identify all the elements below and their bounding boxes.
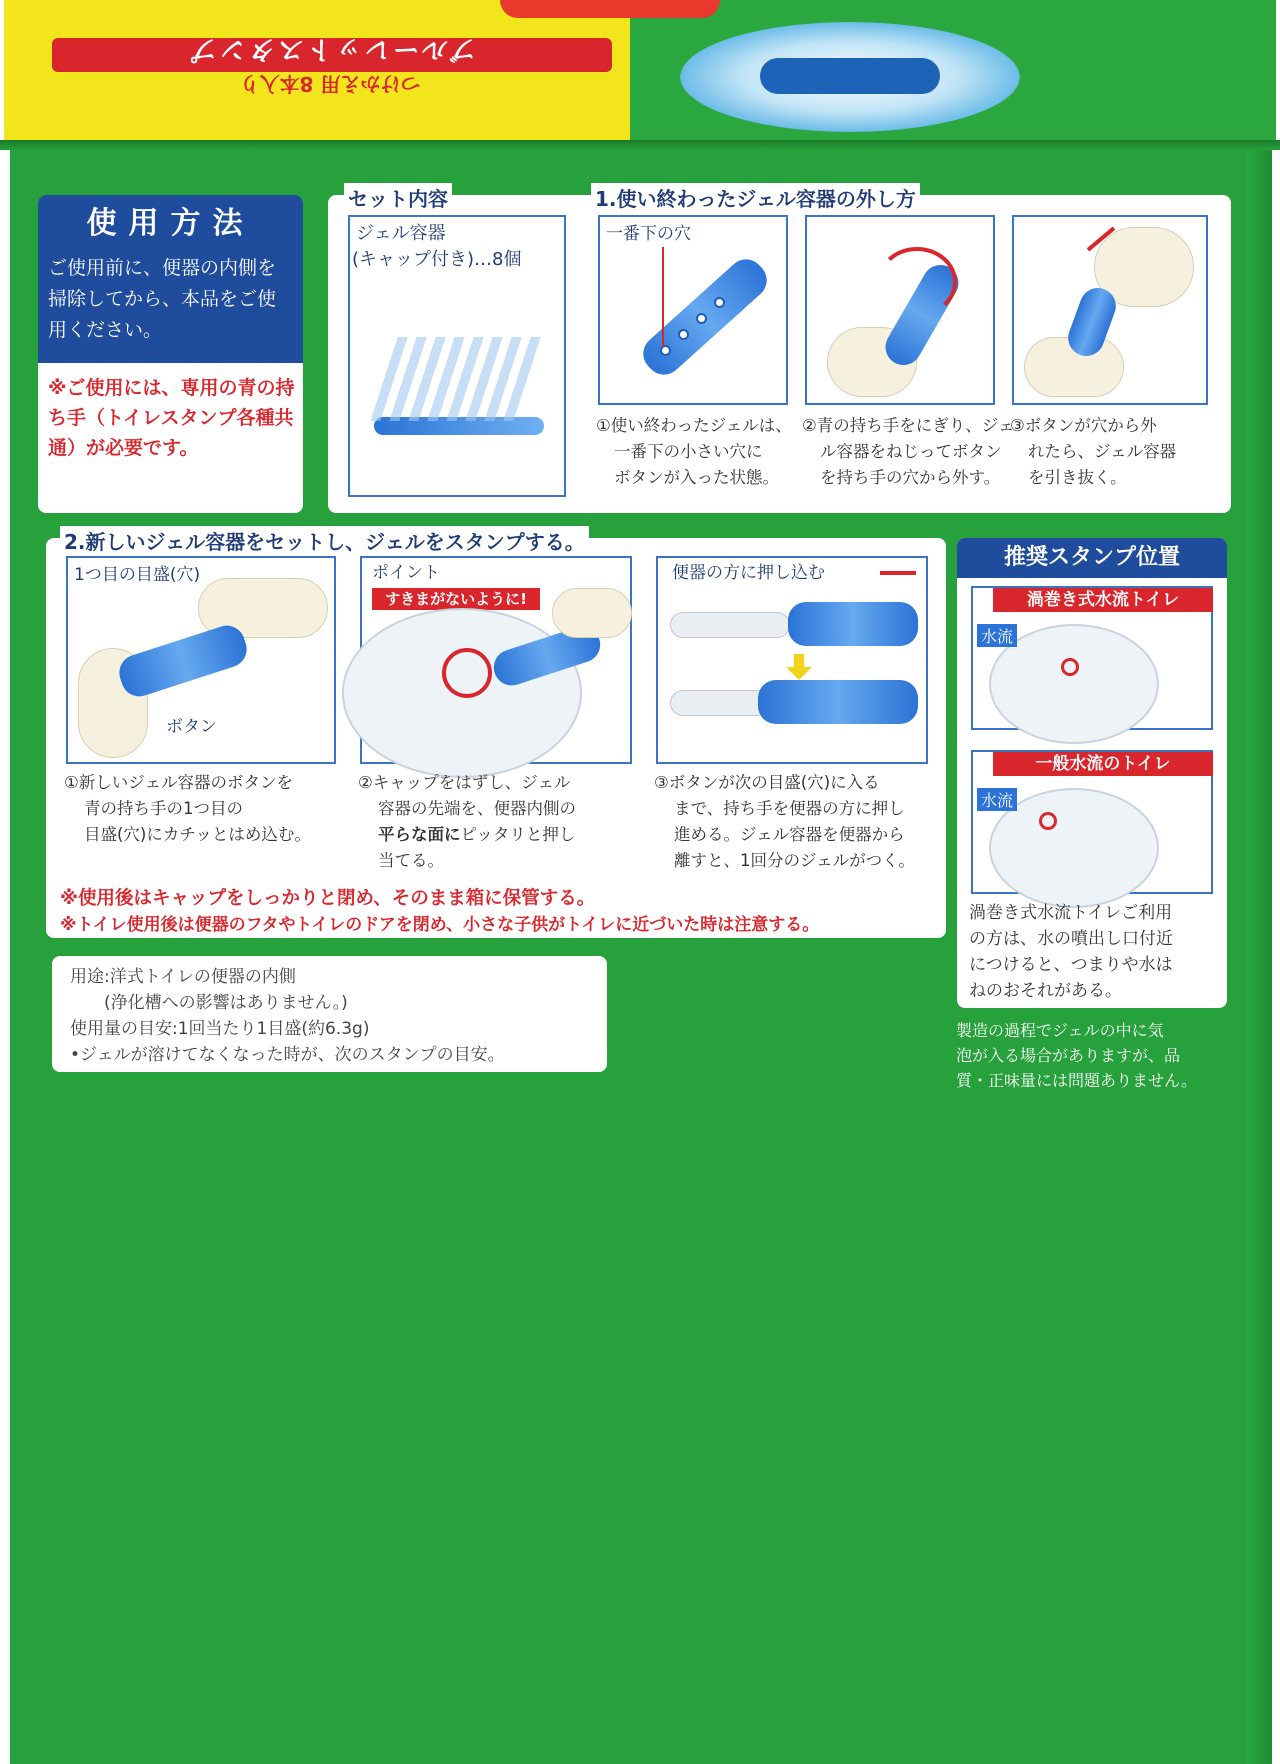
set-item-line2: (キャップ付き)…8個	[352, 249, 522, 270]
gel-containers-illustration	[374, 337, 544, 457]
contact-ring	[442, 648, 492, 698]
flow-label: 水流	[977, 788, 1017, 811]
caption-line: 容器の先端を、便器内側の	[378, 799, 576, 818]
caption-line: 進める。ジェル容器を便器から	[674, 825, 905, 844]
caption-line: 青の持ち手の1つ目の	[84, 799, 243, 818]
product-logo-graphic	[760, 58, 940, 94]
hole-marker	[678, 329, 689, 340]
count-label-upside-down: つけかえ用 8本入り	[239, 72, 421, 96]
usage-septic-note: (浄化槽への影響はありません。)	[104, 993, 348, 1013]
caption-line: 一番下の小さい穴に	[614, 442, 763, 461]
caption-line: ②キャップをはずし、ジェル	[358, 773, 571, 792]
standard-toilet-label: 一般水流のトイレ	[993, 752, 1213, 776]
usage-amount: 使用量の目安:1回当たり1目盛(約6.3g)	[70, 1019, 370, 1039]
gel-rod	[670, 612, 790, 638]
gel-container	[115, 621, 252, 701]
hole-marker	[714, 297, 725, 308]
removal-step-1	[596, 413, 792, 491]
warning-storage: ※使用後はキャップをしっかりと閉め、そのまま箱に保管する。	[60, 888, 596, 909]
warning-children: ※トイレ使用後は便器のフタやトイレのドアを閉め、小さな子供がトイレに近づいた時は注意する。	[60, 915, 820, 935]
usage-purpose: 用途:洋式トイレの便器の内側	[70, 967, 296, 987]
howto-intro: ご使用前に、便器の内側を掃除してから、本品をご使用ください。	[38, 253, 303, 363]
set-contents-heading: セット内容	[344, 183, 452, 212]
caption-line: 渦巻き式水流トイレご利用	[969, 903, 1173, 923]
recommended-position-panel	[957, 538, 1227, 1008]
caption-line: ③ボタンが穴から外	[1010, 416, 1157, 435]
caption-line: ①新しいジェル容器のボタンを	[64, 773, 293, 792]
caption-line: ③ボタンが次の目盛(穴)に入る	[654, 773, 880, 792]
set-item-line1: ジェル容器	[356, 223, 446, 244]
stamp-step-2	[358, 770, 576, 874]
bubble-note	[956, 1018, 1197, 1093]
usage-panel	[52, 956, 607, 1072]
brand-name-upside-down: ブルーレットスタンプ	[188, 34, 476, 64]
pointer-line	[662, 247, 664, 347]
caption-line: を持ち手の穴から外す。	[820, 468, 1001, 487]
removal-section	[328, 187, 1231, 513]
hole-marker	[696, 313, 707, 324]
removal-illustration-1	[598, 215, 788, 405]
gel-rod	[670, 690, 770, 716]
howto-note: ※ご使用には、専用の青の持ち手（トイレスタンプ各種共通）が必要です。	[48, 377, 295, 459]
hand-graphic	[552, 588, 632, 638]
swirl-toilet-label: 渦巻き式水流トイレ	[993, 588, 1213, 612]
caption-line: を引き抜く。	[1028, 468, 1127, 487]
removal-heading: 1.使い終わったジェル容器の外し方	[591, 183, 920, 212]
caption-line: 当てる。	[378, 851, 444, 870]
stamp-illustration-2	[360, 556, 632, 764]
no-gap-banner: すきまがないように!	[372, 588, 540, 610]
note-line: 泡が入る場合がありますが、品	[956, 1046, 1181, 1065]
caption-line: 離すと、1回分のジェルがつく。	[674, 851, 915, 870]
recommended-title: 推奨スタンプ位置	[957, 538, 1227, 578]
swirl-toilet-illustration	[971, 586, 1213, 730]
caption-line: ②青の持ち手をにぎり、ジェ	[802, 416, 1015, 435]
point-label: ポイント	[372, 563, 440, 583]
stamp-heading: 2.新しいジェル容器をセットし、ジェルをスタンプする。	[60, 526, 589, 555]
howto-panel	[38, 195, 303, 513]
standard-toilet-illustration	[971, 750, 1213, 894]
stamp-illustration-1	[66, 556, 336, 764]
push-arrow	[880, 571, 916, 575]
caption-line: まで、持ち手を便器の方に押し	[674, 799, 905, 818]
brand-logo-fragment	[500, 0, 720, 18]
caption-line: ①使い終わったジェルは、	[596, 416, 792, 435]
stamp-position-marker	[1061, 658, 1079, 676]
stamp-position-marker	[1039, 812, 1057, 830]
gel-container	[758, 680, 918, 724]
push-label: 便器の方に押し込む	[672, 563, 825, 583]
twist-arrow	[877, 247, 957, 317]
removal-step-3	[1010, 413, 1176, 491]
stamp-step-1	[64, 770, 311, 848]
note-line: 製造の過程でジェルの中に気	[956, 1021, 1164, 1040]
caption-line: の方は、水の噴出し口付近	[969, 929, 1173, 949]
removal-illustration-2	[805, 215, 995, 405]
howto-title: 使用方法	[38, 195, 303, 253]
usage-timing: •ジェルが溶けてなくなった時が、次のスタンプの目安。	[70, 1045, 505, 1065]
note-line: 質・正味量には問題ありません。	[956, 1071, 1197, 1090]
bottom-hole-label: 一番下の穴	[606, 224, 691, 244]
down-arrow	[786, 654, 812, 680]
flap-fold-shadow	[0, 140, 1280, 150]
caption-line: 目盛(穴)にカチッとはめ込む。	[84, 825, 311, 844]
stamp-step-3	[654, 770, 915, 874]
first-scale-label: 1つ目の目盛(穴)	[74, 565, 201, 585]
swirl-toilet-note	[969, 900, 1173, 1004]
caption-emphasis: 平らな面に	[378, 825, 461, 844]
box-side-edge	[1246, 0, 1272, 1764]
caption-line: につけると、つまりや水は	[969, 955, 1173, 975]
caption-line: ピッタリと押し	[460, 825, 576, 844]
caption-line: ボタンが入った状態。	[614, 468, 779, 487]
button-label: ボタン	[166, 717, 217, 737]
caption-line: ル容器をねじってボタン	[820, 442, 1002, 461]
caption-line: れたら、ジェル容器	[1028, 442, 1177, 461]
removal-step-2	[802, 413, 1014, 491]
set-contents-frame	[348, 215, 566, 497]
removal-illustration-3	[1012, 215, 1208, 405]
stamp-section	[46, 530, 946, 938]
stamp-illustration-3	[656, 556, 928, 764]
flow-label: 水流	[977, 624, 1017, 647]
gel-container	[788, 602, 918, 646]
caption-line: ねのおそれがある。	[969, 981, 1122, 1001]
